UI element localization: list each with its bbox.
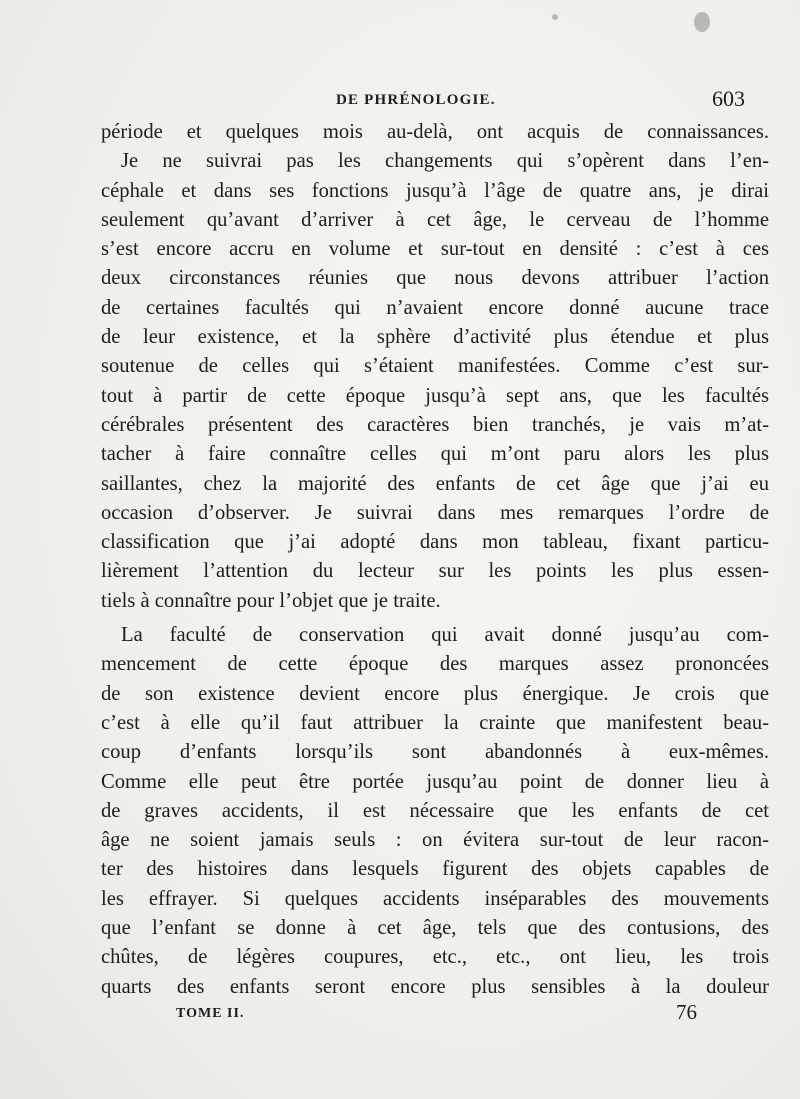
text-line: saillantes, chez la majorité des enfants de cet âge que j’ai eu [101, 472, 769, 495]
text-line: La faculté de conservation qui avait donné jusqu’au com- [121, 624, 769, 647]
text-line: soutenue de celles qui s’étaient manifestées. Comme c’est sur- [101, 355, 769, 378]
text-line: deux circonstances réunies que nous devons attribuer l’action [101, 267, 769, 290]
text-line: de certaines facultés qui n’avaient encore donné aucune trace [101, 296, 769, 319]
signature-mark: TOME II. [176, 1006, 245, 1021]
text-line: les effrayer. Si quelques accidents inséparables des mouvements [101, 887, 769, 910]
page-footer [0, 1000, 800, 1030]
page-number: 603 [712, 86, 745, 111]
text-line: âge ne soient jamais seuls : on évitera sur-tout de leur racon- [101, 829, 769, 852]
text-line: occasion d’observer. Je suivrai dans mes remarques l’ordre de [101, 501, 769, 524]
text-line: de son existence devient encore plus énergique. Je crois que [101, 682, 769, 705]
text-line: tout à partir de cette époque jusqu’à sept ans, que les facultés [101, 384, 769, 407]
text-line: mencement de cette époque des marques assez prononcées [101, 653, 769, 676]
text-line: céphale et dans ses fonctions jusqu’à l’âge de quatre ans, je dirai [101, 179, 769, 202]
text-line: de graves accidents, il est nécessaire que les enfants de cet [101, 799, 769, 822]
text-line: seulement qu’avant d’arriver à cet âge, le cerveau de l’homme [101, 208, 769, 231]
text-line: que l’enfant se donne à cet âge, tels que des contusions, des [101, 917, 769, 940]
ink-spot [694, 12, 710, 32]
running-head [0, 86, 800, 116]
running-title: DE PHRÉNOLOGIE. [336, 92, 496, 108]
text-line: coup d’enfants lorsqu’ils sont abandonnés à eux-mêmes. [101, 741, 769, 764]
ink-speck [552, 14, 558, 20]
text-line: tacher à faire connaître celles qui m’ont paru alors les plus [101, 443, 769, 466]
text-line: Je ne suivrai pas les changements qui s’opèrent dans l’en- [121, 150, 769, 173]
text-line: lièrement l’attention du lecteur sur les points les plus essen- [101, 560, 769, 583]
text-line: c’est à elle qu’il faut attribuer la crainte que manifestent beau- [101, 711, 769, 734]
folio-number: 76 [676, 1000, 697, 1024]
text-line: s’est encore accru en volume et sur-tout en densité : c’est à ces [101, 238, 769, 261]
body-text [101, 118, 769, 1002]
text-line: période et quelques mois au-delà, ont acquis de connaissances. [101, 121, 769, 143]
text-line: cérébrales présentent des caractères bien tranchés, je vais m’at- [101, 413, 769, 436]
text-line: Comme elle peut être portée jusqu’au point de donner lieu à [101, 770, 769, 793]
text-line: de leur existence, et la sphère d’activité plus étendue et plus [101, 326, 769, 349]
text-line: ter des histoires dans lesquels figurent des objets capables de [101, 858, 769, 881]
text-line: quarts des enfants seront encore plus sensibles à la douleur [101, 975, 769, 998]
text-line: chûtes, de légères coupures, etc., etc., ont lieu, les trois [101, 946, 769, 969]
text-line: tiels à connaître pour l’objet que je traite. [101, 589, 441, 612]
text-line: classification que j’ai adopté dans mon tableau, fixant particu- [101, 531, 769, 554]
